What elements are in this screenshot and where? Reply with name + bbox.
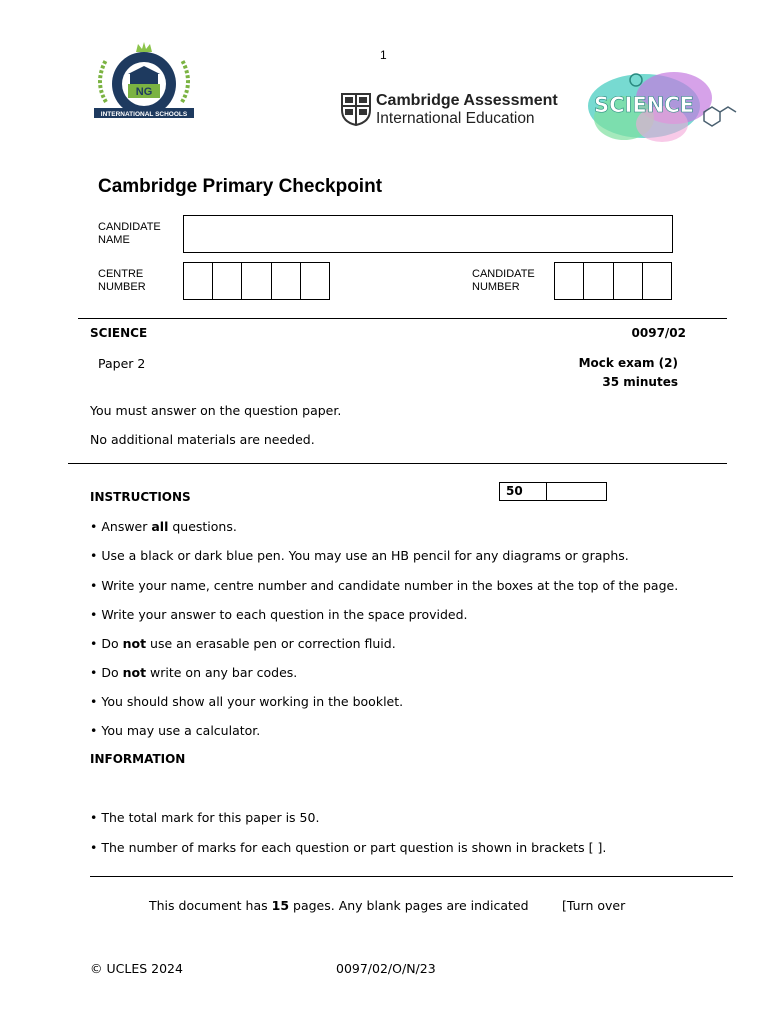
instruction-item: • Write your name, centre number and candidate number in the boxes at the top of the page.: [90, 578, 679, 593]
cambridge-shield-icon: [340, 92, 372, 126]
divider: [68, 463, 727, 464]
science-badge: [584, 62, 744, 152]
science-splash-icon: [584, 62, 744, 152]
digit-cell[interactable]: [241, 263, 270, 299]
instruction-item: • Use a black or dark blue pen. You may use an HB pencil for any diagrams or graphs.: [90, 548, 629, 563]
cambridge-logo: [340, 92, 570, 128]
information-item: • The number of marks for each question or part question is shown in brackets [ ].: [90, 840, 607, 855]
cambridge-line1: Cambridge Assessment: [376, 92, 558, 109]
page-title: Cambridge Primary Checkpoint: [98, 176, 383, 197]
logo-banner-text: INTERNATIONAL SCHOOLS: [100, 111, 188, 118]
instruction-item: • You should show all your working in the booklet.: [90, 694, 404, 709]
score-entry-cell[interactable]: [547, 483, 606, 500]
mock-label: Mock exam (2): [578, 356, 678, 370]
no-materials-text: No additional materials are needed.: [90, 432, 315, 447]
total-marks-value: 50: [500, 483, 547, 500]
school-logo: [88, 40, 200, 122]
divider: [78, 318, 727, 319]
candidate-number-field[interactable]: [554, 262, 672, 300]
cambridge-line2: International Education: [376, 110, 535, 127]
reference-code: 0097/02/O/N/23: [336, 961, 436, 976]
instructions-heading: INSTRUCTIONS: [90, 490, 191, 504]
centre-number-field[interactable]: [183, 262, 330, 300]
digit-cell[interactable]: [583, 263, 612, 299]
school-emblem-icon: [88, 40, 200, 122]
paper-code: 0097/02: [631, 326, 686, 340]
instruction-item: • Write your answer to each question in the space provided.: [90, 607, 468, 622]
digit-cell[interactable]: [300, 263, 329, 299]
instruction-item: • You may use a calculator.: [90, 723, 261, 738]
centre-number-label: CENTRE NUMBER: [98, 268, 146, 293]
subject-label: SCIENCE: [90, 326, 148, 340]
information-item: • The total mark for this paper is 50.: [90, 810, 320, 825]
instruction-item: • Do not use an erasable pen or correction fluid.: [90, 636, 396, 651]
instruction-item: • Do not write on any bar codes.: [90, 665, 298, 680]
logo-initials: NG: [135, 86, 153, 98]
information-heading: INFORMATION: [90, 752, 186, 766]
candidate-name-field[interactable]: [183, 215, 673, 253]
candidate-name-label: CANDIDATE NAME: [98, 221, 161, 246]
digit-cell[interactable]: [555, 263, 583, 299]
instruction-item: • Answer all questions.: [90, 519, 237, 534]
digit-cell[interactable]: [212, 263, 241, 299]
copyright-text: © UCLES 2024: [90, 961, 183, 976]
candidate-number-label: CANDIDATE NUMBER: [472, 268, 535, 293]
total-marks-box: [499, 482, 607, 501]
digit-cell[interactable]: [642, 263, 671, 299]
duration-label: 35 minutes: [602, 375, 678, 389]
divider: [90, 876, 733, 877]
page-number: 1: [380, 48, 387, 62]
paper-label: Paper 2: [98, 356, 146, 371]
turn-over-text: [Turn over: [562, 898, 626, 913]
science-badge-text: SCIENCE: [593, 93, 695, 117]
must-answer-text: You must answer on the question paper.: [90, 403, 342, 418]
page-count-text: This document has 15 pages. Any blank pages are indicated: [149, 898, 529, 913]
digit-cell[interactable]: [271, 263, 300, 299]
digit-cell[interactable]: [613, 263, 642, 299]
digit-cell[interactable]: [184, 263, 212, 299]
